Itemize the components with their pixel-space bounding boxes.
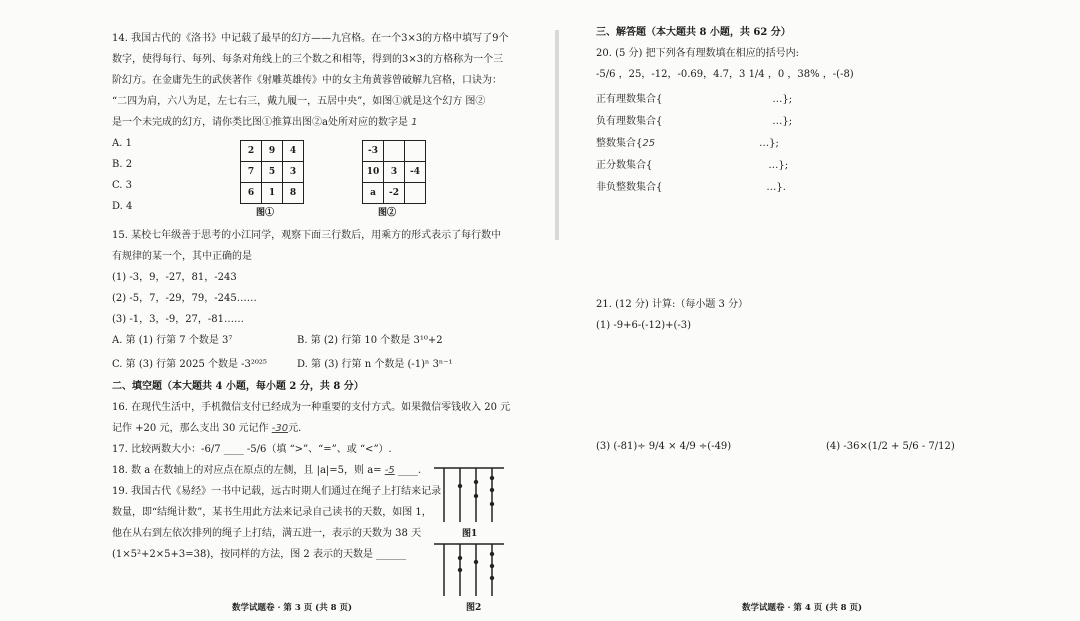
q15-option-b: B. 第 (2) 行第 10 个数是 3¹⁰+2 [297,335,443,346]
q14-line: 阶幻方。在金庸先生的武侠著作《射雕英雄传》中的女主角黄蓉曾破解九宫格，口诀为： [112,75,502,86]
figure-1-caption: 图① [256,208,275,218]
q18-handwritten-answer: -5 [384,465,395,476]
grid2-cell: -2 [384,183,405,204]
q16-handwritten-answer: -30 [271,423,289,434]
q19-line: 19. 我国古代《易经》一书中记载，远古时期人们通过在绳子上打结来记录 [112,486,442,497]
set-nonneg-integers: 非负整数集合{ …}. [596,182,786,193]
q14-option: A. 1 [112,138,132,149]
q16-line: 记作 +20 元，那么支出 30 元记作 -30元. [112,423,302,434]
q21-part-3: (3) (-81)÷ 9/4 × 4/9 ÷(-49) [596,441,732,452]
q14-option: B. 2 [112,159,133,170]
q21-part-4: (4) -36×(1/2 + 5/6 - 7/12) [826,441,955,452]
grid1-cell: 2 [241,141,262,162]
grid1-cell: 5 [262,162,283,183]
q14-line: “二四为肩，六八为足，左七右三，戴九履一，五居中央”，如图①就是这个幻方 图② [112,96,486,107]
grid1-cell: 1 [262,183,283,204]
grid2-cell [384,141,405,162]
q19-line: 数量，即“结绳计数”，某书生用此方法来记录自己读书的天数，如图 1， [112,507,432,518]
q14-line: 数字，使得每行、每列、每条对角线上的三个数之和相等，得到的3×3的方格称为一个三 [112,54,504,65]
grid1-cell: 3 [283,162,304,183]
q15-option-c: C. 第 (3) 行第 2025 个数是 -3²⁰²⁵ [112,359,267,370]
q15-line: 15. 某校七年级善于思考的小江同学，观察下面三行数后，用乘方的形式表示了每行数中 [112,230,502,241]
question-15 [112,225,500,376]
grid1-cell: 6 [241,183,262,204]
q15-option-a: A. 第 (1) 行第 7 个数是 3⁷ [112,335,233,346]
grid2-cell [405,141,426,162]
grid2-cell: 10 [363,162,384,183]
question-14 [112,28,509,217]
q15-line: 有规律的某一个，其中正确的是 [112,251,252,262]
q19-line: 他在从右到左依次排列的绳子上打结，满五进一，表示的天数为 38 天 [112,528,422,539]
figure-2-caption: 图② [378,208,397,218]
page-3-footer: 数学试题卷 · 第 3 页 (共 8 页) [232,603,353,613]
q19-line: (1×5²+2×5+3=38)，按同样的方法，图 2 表示的天数是 ______ [112,549,407,560]
section-2-heading: 二、填空题（本大题共 4 小题，每小题 2 分，共 8 分） [112,381,364,392]
set-integers: 整数集合{25 …}; [596,138,779,149]
q14-option: D. 4 [112,201,133,212]
set-positive-rationals: 正有理数集合{ …}; [596,94,793,105]
knot-rope-figure-1 [432,464,506,524]
page-4-footer: 数学试题卷 · 第 4 页 (共 8 页) [742,603,863,613]
knot-rope-figure-2 [432,540,506,598]
q15-option-d: D. 第 (3) 行第 n 个数是 (-1)ⁿ 3ⁿ⁻¹ [297,359,453,370]
section-3-heading: 三、解答题（本大题共 8 小题，共 62 分） [596,27,791,38]
q18-line: 18. 数 a 在数轴上的对应点在原点的左侧，且 |a|=5，则 a= -5 ____. [112,465,422,476]
grid1-cell: 7 [241,162,262,183]
q14-line: 是一个未完成的幻方，请你类比图①推算出图②a处所对应的数字是 1 [112,117,418,128]
grid2-cell: -4 [405,162,426,183]
grid1-cell: 8 [283,183,304,204]
q17-line: 17. 比较两数大小：-6/7 ____ -5/6（填 “>”、“=”、或 “<”）. [112,444,392,455]
q15-row: (2) -5，7，-29，79，-245…… [112,293,257,304]
grid1-cell: 4 [283,141,304,162]
q15-row: (3) -1，3，-9，27，-81…… [112,314,245,325]
page-4 [540,0,1080,621]
grid1-cell: 9 [262,141,283,162]
set-negative-rationals: 负有理数集合{ …}; [596,116,793,127]
magic-square-figure-1 [240,140,304,204]
q14-line: 14. 我国古代的《洛书》中记载了最早的幻方——九宫格。在一个3×3的方格中填写了9个 [112,33,509,44]
grid2-cell: -3 [363,141,384,162]
q14-option: C. 3 [112,180,133,191]
q21-part-1: (1) -9+6-(-12)+(-3) [596,320,692,331]
set-positive-fractions: 正分数集合{ …}; [596,160,789,171]
q16-line: 16. 在现代生活中，手机微信支付已经成为一种重要的支付方式。如果微信零钱收入 20 元 [112,402,511,413]
q20-numbers: -5/6 ，25，-12，-0.69，4.7，3 1/4 ，0 ，38% ，-(-8) [596,69,854,80]
q20-title: 20. (5 分) 把下列各有理数填在相应的括号内: [596,48,799,59]
q14-handwritten-answer: 1 [411,117,418,128]
q15-row: (1) -3，9，-27，81，-243 [112,272,237,283]
grid2-cell [405,183,426,204]
magic-square-figure-2 [362,140,426,204]
grid2-cell: a [363,183,384,204]
grid2-cell: 3 [384,162,405,183]
fig1-caption: 图1 [462,529,478,539]
fig2-caption: 图2 [466,603,482,613]
q21-title: 21. (12 分) 计算:（每小题 3 分） [596,299,749,310]
set-integers-handwritten: 25 [642,138,656,149]
